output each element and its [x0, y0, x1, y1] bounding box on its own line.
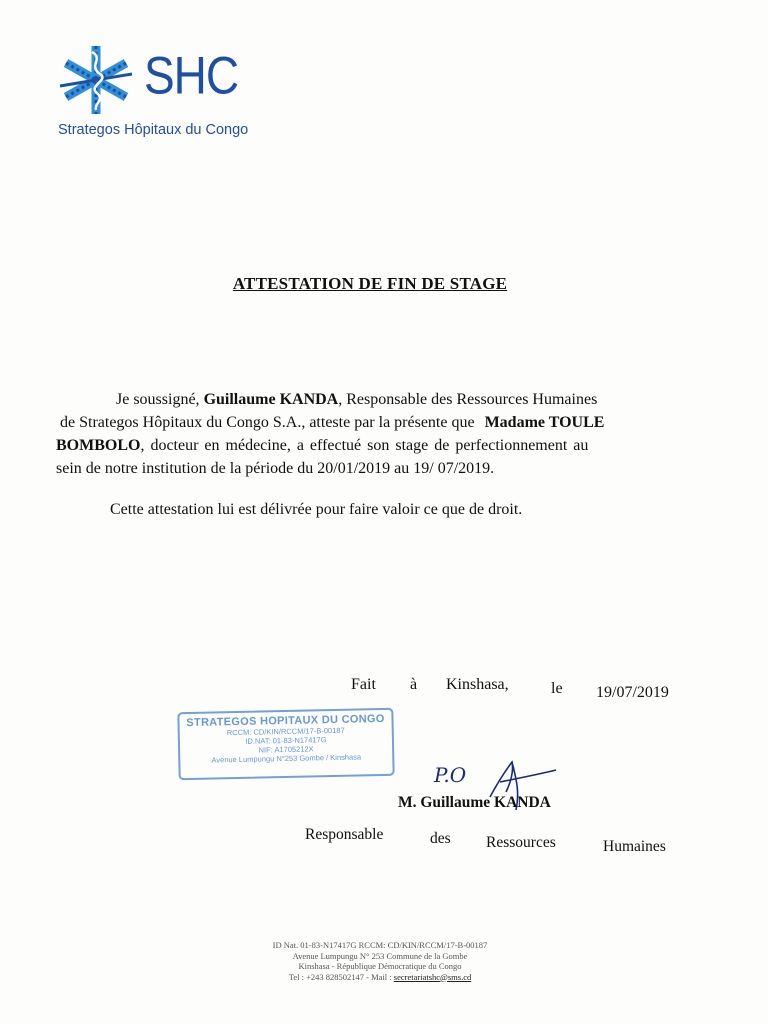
logo-text: SHC [144, 45, 239, 105]
role-word: Ressources [486, 834, 556, 851]
stamp-line: NIF: A1705212X [258, 744, 314, 755]
place-a: à [410, 676, 418, 693]
hr-manager-name: Guillaume KANDA [203, 391, 339, 408]
closing-paragraph: Cette attestation lui est délivrée pour faire valoir ce que de droit. [110, 501, 523, 518]
logo-subtitle: Strategos Hôpitaux du Congo [58, 122, 249, 138]
text-segment: de Strategos Hôpitaux du Congo S.A., atteste par la présente que [60, 414, 479, 431]
issue-date: 19/07/2019 [596, 684, 669, 701]
stamp-line: Avenue Lumpungu N°253 Gombe / Kinshasa [211, 752, 362, 765]
signature-initials: P.O [434, 763, 467, 787]
place-fait: Fait [351, 676, 376, 693]
intern-name-part2: BOMBOLO [56, 437, 141, 454]
email-link[interactable]: secretariatshc@sms.cd [393, 971, 472, 982]
role-word: Humaines [603, 838, 666, 855]
text-segment: Je soussigné, [116, 391, 204, 408]
text-segment: , Responsable des Ressources Humaines [338, 391, 598, 408]
medical-star-icon [56, 42, 136, 118]
stamp-line: STRATEGOS HOPITAUX DU CONGO [186, 712, 385, 730]
footer-phone: Tel : +243 828502147 - Mail : [288, 971, 394, 982]
text-segment: sein de notre institution de la période du 20/01/2019 au 19/ 07/2019. [56, 460, 495, 477]
intern-name-part1: Madame TOULE [484, 414, 605, 431]
text-segment: , docteur en médecine, a effectué son stage de perfectionnement au [140, 437, 589, 454]
footer-line: ID Nat. 01-83-N17417G RCCM: CD/KIN/RCCM/17-B-00187 [272, 940, 488, 950]
place-le: le [551, 680, 563, 697]
signer-name: M. Guillaume KANDA [398, 794, 551, 811]
company-logo [52, 38, 312, 148]
attestation-paragraph [56, 388, 700, 480]
company-footer [200, 940, 560, 982]
document-title: ATTESTATION DE FIN DE STAGE [232, 274, 508, 293]
footer-line: Kinshasa - République Démocratique du Congo [298, 961, 462, 971]
stamp-line: ID.NAT: 01-83-N17417G [245, 735, 327, 746]
role-word: des [430, 830, 451, 847]
place-city: Kinshasa, [446, 676, 509, 693]
footer-contact [200, 972, 560, 983]
footer-line: Avenue Lumpungu N° 253 Commune de la Gombe [292, 950, 468, 961]
company-stamp [177, 708, 394, 781]
stamp-line: RCCM: CD/KIN/RCCM/17-B-00187 [226, 725, 345, 738]
role-word: Responsable [305, 826, 384, 843]
